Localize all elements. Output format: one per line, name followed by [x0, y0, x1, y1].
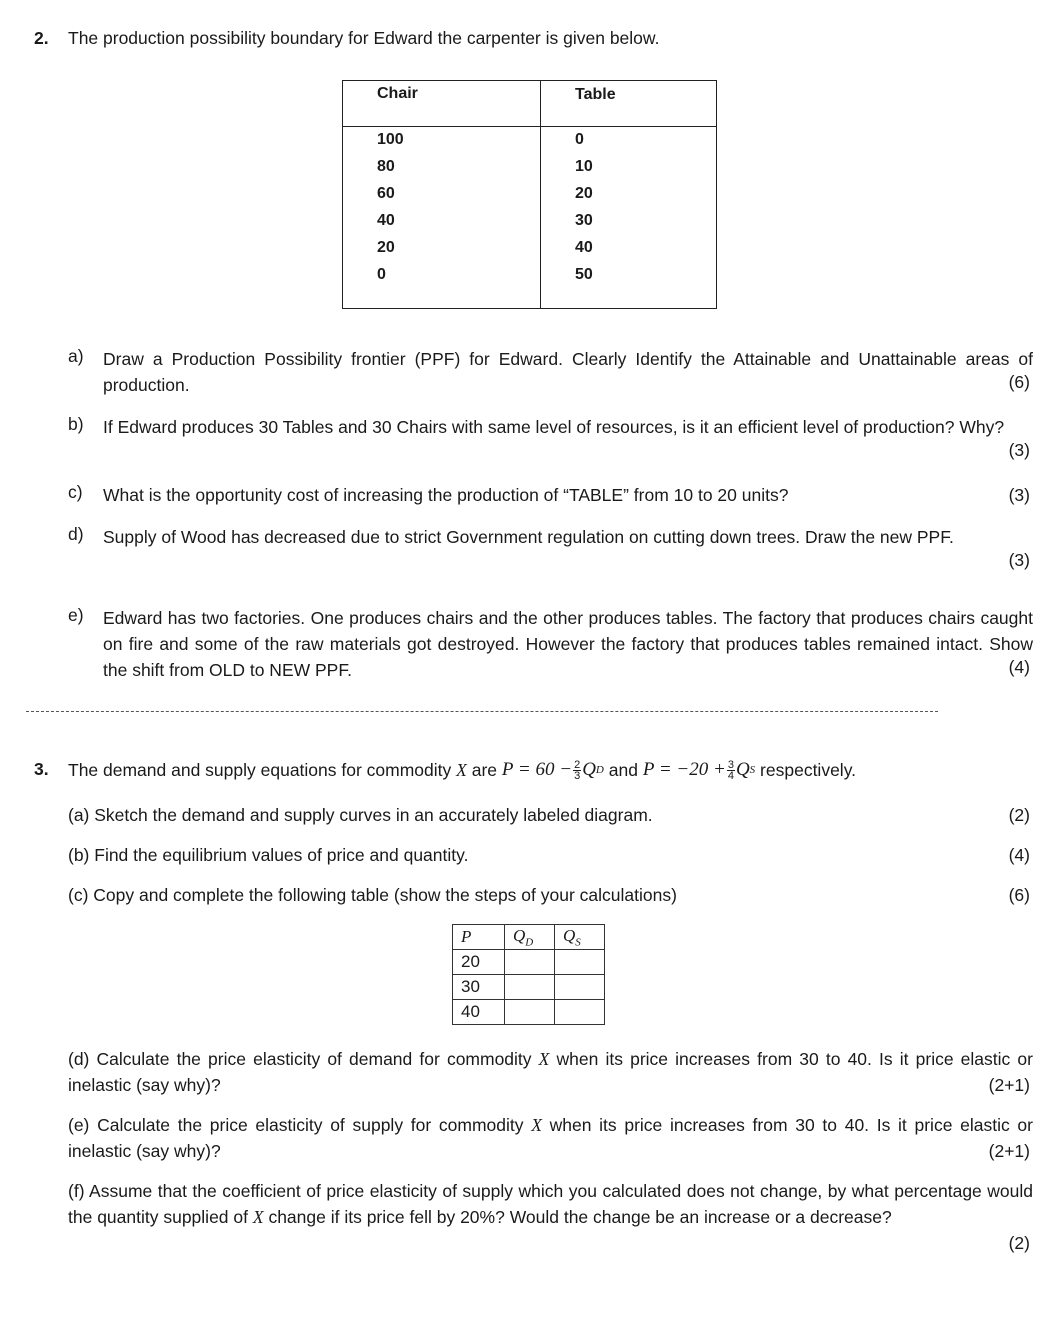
q2-part-b-text: If Edward produces 30 Tables and 30 Chairs with same level of resources, is it an efficient level of production? Why? [103, 417, 1005, 437]
q2-part-e-marks: (4) [1008, 657, 1030, 677]
q2-part-c-marks: (3) [1008, 485, 1030, 505]
question-2-intro: The production possibility boundary for Edward the carpenter is given below. [68, 28, 660, 48]
chair-cell: 40 [377, 212, 395, 229]
question-3-intro [68, 754, 856, 786]
q3-part-b-marks: (4) [1008, 845, 1030, 865]
table-cell: 40 [575, 239, 593, 256]
chair-cell: 20 [377, 239, 395, 256]
table-cell: 10 [575, 158, 593, 175]
q3-part-b-text: (b) Find the equilibrium values of price and quantity. [68, 845, 469, 865]
question-3-number: 3. [34, 759, 49, 779]
supply-fraction: $\frac{3}{4}$ [727, 758, 734, 782]
q3-part-f-marks: (2) [1008, 1233, 1030, 1253]
qd-empty-cell [505, 950, 555, 975]
table-cell: 50 [575, 266, 593, 283]
q3-part-e-marks: (2+1) [988, 1141, 1030, 1161]
table-cell: 30 [575, 212, 593, 229]
chair-cell: 100 [377, 131, 404, 148]
table-divider [540, 81, 541, 308]
header-table: Table [575, 86, 616, 103]
q2-part-a-text: Draw a Production Possibility frontier (PPF) for Edward. Clearly Identify the Attainable and Unattainable areas of production. [103, 349, 1033, 395]
qd-empty-cell [505, 1000, 555, 1025]
demand-fraction: $\frac{2}{3}$ [574, 758, 581, 782]
q3-intro-part-a: The demand and supply equations for commodity [68, 759, 452, 780]
table-header-row [453, 925, 605, 950]
demand-q: Q [582, 759, 596, 780]
chair-cell: 60 [377, 185, 395, 202]
price-cell: 40 [453, 1000, 505, 1025]
q2-part-b-letter: b) [68, 414, 84, 434]
table-cell: 20 [575, 185, 593, 202]
q2-part-e-letter: e) [68, 605, 84, 625]
q2-part-b-marks: (3) [1008, 440, 1030, 460]
qd-empty-cell [505, 975, 555, 1000]
price-cell: 30 [453, 975, 505, 1000]
and-word: and [608, 759, 638, 780]
q3-part-c-marks: (6) [1008, 885, 1030, 905]
q2-part-e-text: Edward has two factories. One produces chairs and the other produces tables. The factory that produces chairs caught on fire and some of the raw materials got destroyed. However the factory that produces tables remained intact. Show the shift from OLD to NEW PPF. [103, 608, 1033, 680]
supply-equation-left: P = −20 + [642, 759, 726, 780]
q3-intro-part-b: are [471, 759, 498, 780]
header-qd: $Q_D$ [505, 925, 555, 950]
q3-part-c-text: (c) Copy and complete the following table (show the steps of your calculations) [68, 885, 677, 905]
var-x: X [456, 759, 467, 780]
q2-part-a-letter: a) [68, 346, 84, 366]
section-divider [26, 711, 938, 712]
table-row [453, 975, 605, 1000]
demand-subscript: D [595, 764, 604, 776]
price-quantity-table [452, 924, 605, 1025]
header-qs: $Q_S$ [555, 925, 605, 950]
supply-subscript: S [749, 764, 756, 776]
qs-empty-cell [555, 950, 605, 975]
qs-empty-cell [555, 1000, 605, 1025]
q3-intro-part-c: respectively. [760, 759, 857, 780]
header-chair: Chair [377, 85, 418, 102]
q2-part-d-text: Supply of Wood has decreased due to strict Government regulation on cutting down trees. Draw the new PPF. [103, 527, 954, 547]
q3-part-a-marks: (2) [1008, 805, 1030, 825]
table-row [453, 950, 605, 975]
q3-part-a-text: (a) Sketch the demand and supply curves in an accurately labeled diagram. [68, 805, 653, 825]
q2-part-d-marks: (3) [1008, 550, 1030, 570]
q3-part-d-text: (d) Calculate the price elasticity of demand for commodity X when its price increases from 30 to 40. Is it price elastic or inelastic (say why)? [68, 1049, 1033, 1095]
header-p: P [453, 925, 505, 950]
production-possibility-table [342, 80, 717, 309]
q2-part-c-text: What is the opportunity cost of increasing the production of “TABLE” from 10 to 20 units? [103, 485, 789, 505]
table-cell: 0 [575, 131, 584, 148]
q2-part-d-letter: d) [68, 524, 84, 544]
qs-empty-cell [555, 975, 605, 1000]
q3-part-e-text: (e) Calculate the price elasticity of supply for commodity X when its price increases from 30 to 40. Is it price elastic or inelastic (say why)? [68, 1115, 1033, 1161]
question-2-number: 2. [34, 28, 49, 48]
supply-q: Q [735, 759, 750, 780]
chair-cell: 0 [377, 266, 386, 283]
q2-part-c-letter: c) [68, 482, 83, 502]
price-cell: 20 [453, 950, 505, 975]
q3-part-f-text: (f) Assume that the coefficient of price elasticity of supply which you calculated does not change, by what percentage would the quantity supplied of X change if its price fell by 20%? Would the change be an increase or a decrease? [68, 1181, 1033, 1227]
table-row [453, 1000, 605, 1025]
demand-equation-left: P = 60 − [501, 759, 573, 780]
chair-cell: 80 [377, 158, 395, 175]
q2-part-a-marks: (6) [1008, 372, 1030, 392]
q3-part-d-marks: (2+1) [988, 1075, 1030, 1095]
